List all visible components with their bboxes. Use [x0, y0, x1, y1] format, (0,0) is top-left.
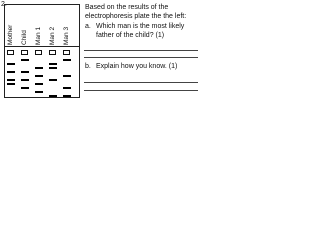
part-a-letter: a. [85, 23, 91, 30]
part-b-text: Explain how you know. (1) [96, 63, 178, 70]
question-intro: Based on the results of the electrophoresis plate the the left: [85, 4, 187, 20]
electrophoresis-gel [4, 4, 80, 98]
gel-band-lane-4-1 [49, 63, 57, 65]
gel-band-lane-3-2 [35, 75, 43, 77]
gel-band-lane-4-3 [49, 79, 57, 81]
answer-line-a-2 [84, 57, 198, 58]
lane-label-mother: Mother [7, 24, 14, 45]
gel-band-lane-2-1 [21, 59, 29, 61]
lane-label-child: Child [21, 30, 28, 45]
lane-label-man-3: Man 3 [63, 26, 70, 45]
gel-band-lane-1-4 [7, 83, 15, 85]
gel-header-divider [5, 46, 79, 47]
gel-band-lane-2-2 [21, 71, 29, 73]
part-a-text: Which man is the most likely father of the child? (1) [96, 23, 185, 39]
answer-line-a-1 [84, 50, 198, 51]
gel-band-lane-3-4 [35, 91, 43, 93]
gel-band-lane-5-2 [63, 75, 71, 77]
well-man-1 [35, 50, 42, 55]
gel-band-lane-2-4 [21, 87, 29, 89]
part-a [85, 23, 197, 39]
gel-band-lane-5-3 [63, 87, 71, 89]
gel-band-lane-1-1 [7, 63, 15, 65]
gel-band-lane-3-1 [35, 67, 43, 69]
gel-band-lane-5-4 [63, 95, 71, 97]
answer-line-b-2 [84, 90, 198, 91]
gel-band-lane-3-3 [35, 83, 43, 85]
answer-line-b-1 [84, 82, 198, 83]
part-b-letter: b. [85, 63, 91, 70]
well-mother [7, 50, 14, 55]
well-man-2 [49, 50, 56, 55]
gel-band-lane-1-3 [7, 79, 15, 81]
gel-band-lane-5-1 [63, 59, 71, 61]
lane-label-man-1: Man 1 [35, 26, 42, 45]
gel-band-lane-1-2 [7, 71, 15, 73]
question-number: 2. [1, 1, 7, 8]
gel-band-lane-4-2 [49, 67, 57, 69]
lane-label-man-2: Man 2 [49, 26, 56, 45]
well-man-3 [63, 50, 70, 55]
gel-band-lane-2-3 [21, 79, 29, 81]
gel-band-lane-4-4 [49, 95, 57, 97]
part-b [85, 63, 197, 72]
well-child [21, 50, 28, 55]
